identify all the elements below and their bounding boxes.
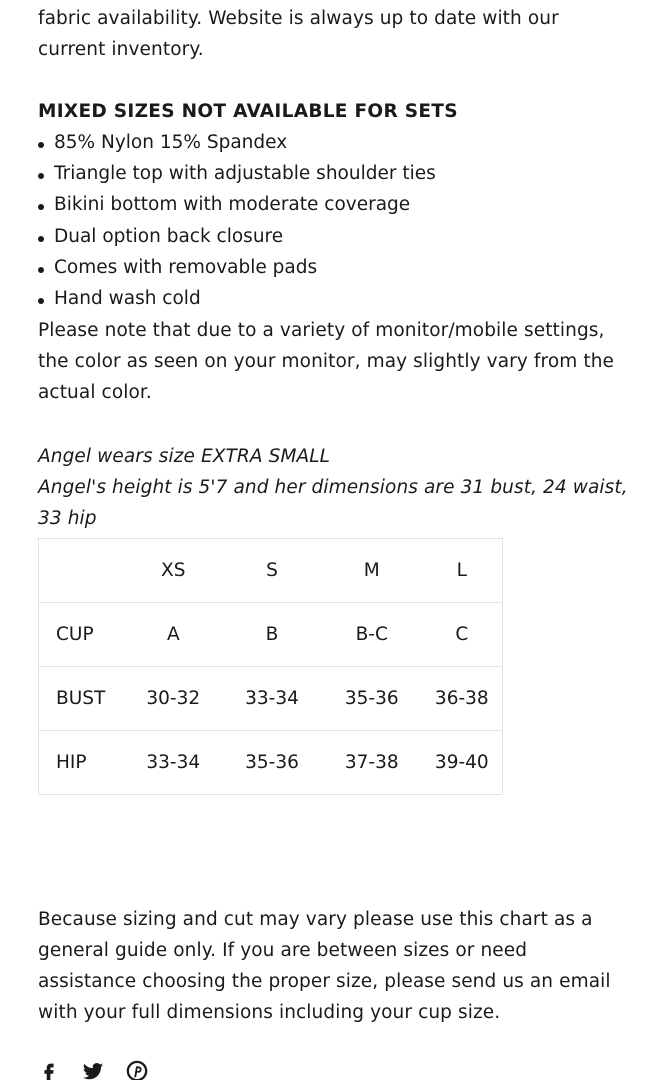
text-line: Angel wears size EXTRA SMALL: [38, 446, 331, 467]
text-line: Because sizing and cut may vary please use this chart as a: [38, 909, 593, 930]
text-line: current inventory.: [38, 39, 204, 60]
text-line: 33 hip: [38, 508, 97, 529]
table-row: [39, 667, 503, 731]
feature-item: Bikini bottom with moderate coverage: [38, 189, 436, 220]
text-line: fabric availability. Website is always up to date with our: [38, 8, 559, 29]
table-header-cell: S: [222, 539, 322, 603]
table-cell: 35-36: [322, 667, 422, 731]
inventory-note: [38, 3, 559, 65]
text-line: general guide only. If you are between sizes or need: [38, 940, 528, 961]
table-header-cell: XS: [124, 539, 222, 603]
size-chart-table: [38, 538, 503, 795]
table-cell: 37-38: [322, 731, 422, 795]
sets-warning-heading: MIXED SIZES NOT AVAILABLE FOR SETS: [38, 101, 458, 122]
model-info: [38, 441, 628, 534]
row-label: BUST: [39, 667, 125, 731]
table-cell: 36-38: [422, 667, 503, 731]
twitter-icon[interactable]: [82, 1060, 104, 1080]
text-line: the color as seen on your monitor, may slightly vary from the: [38, 351, 614, 372]
table-cell: [39, 539, 125, 603]
table-cell: C: [422, 603, 503, 667]
table-cell: B: [222, 603, 322, 667]
table-header-cell: M: [322, 539, 422, 603]
feature-list: [38, 127, 436, 314]
table-cell: 30-32: [124, 667, 222, 731]
table-cell: 35-36: [222, 731, 322, 795]
table-header-cell: L: [422, 539, 503, 603]
feature-item: Dual option back closure: [38, 221, 436, 252]
text-line: assistance choosing the proper size, please send us an email: [38, 971, 611, 992]
table-cell: 33-34: [124, 731, 222, 795]
text-line: actual color.: [38, 382, 152, 403]
feature-item: Hand wash cold: [38, 283, 436, 314]
row-label: CUP: [39, 603, 125, 667]
pinterest-icon[interactable]: [126, 1060, 148, 1080]
row-label: HIP: [39, 731, 125, 795]
color-note: [38, 315, 614, 408]
table-row: [39, 731, 503, 795]
social-share-bar: [38, 1060, 148, 1080]
table-cell: B-C: [322, 603, 422, 667]
table-cell: A: [124, 603, 222, 667]
table-cell: 39-40: [422, 731, 503, 795]
feature-item: Triangle top with adjustable shoulder ties: [38, 158, 436, 189]
sizing-guide-note: [38, 904, 611, 1028]
table-cell: 33-34: [222, 667, 322, 731]
facebook-icon[interactable]: [38, 1060, 60, 1080]
feature-item: 85% Nylon 15% Spandex: [38, 127, 436, 158]
table-header-row: [39, 539, 503, 603]
table-row: [39, 603, 503, 667]
text-line: with your full dimensions including your cup size.: [38, 1002, 501, 1023]
text-line: Please note that due to a variety of monitor/mobile settings,: [38, 320, 605, 341]
text-line: Angel's height is 5'7 and her dimensions are 31 bust, 24 waist,: [38, 477, 628, 498]
feature-item: Comes with removable pads: [38, 252, 436, 283]
